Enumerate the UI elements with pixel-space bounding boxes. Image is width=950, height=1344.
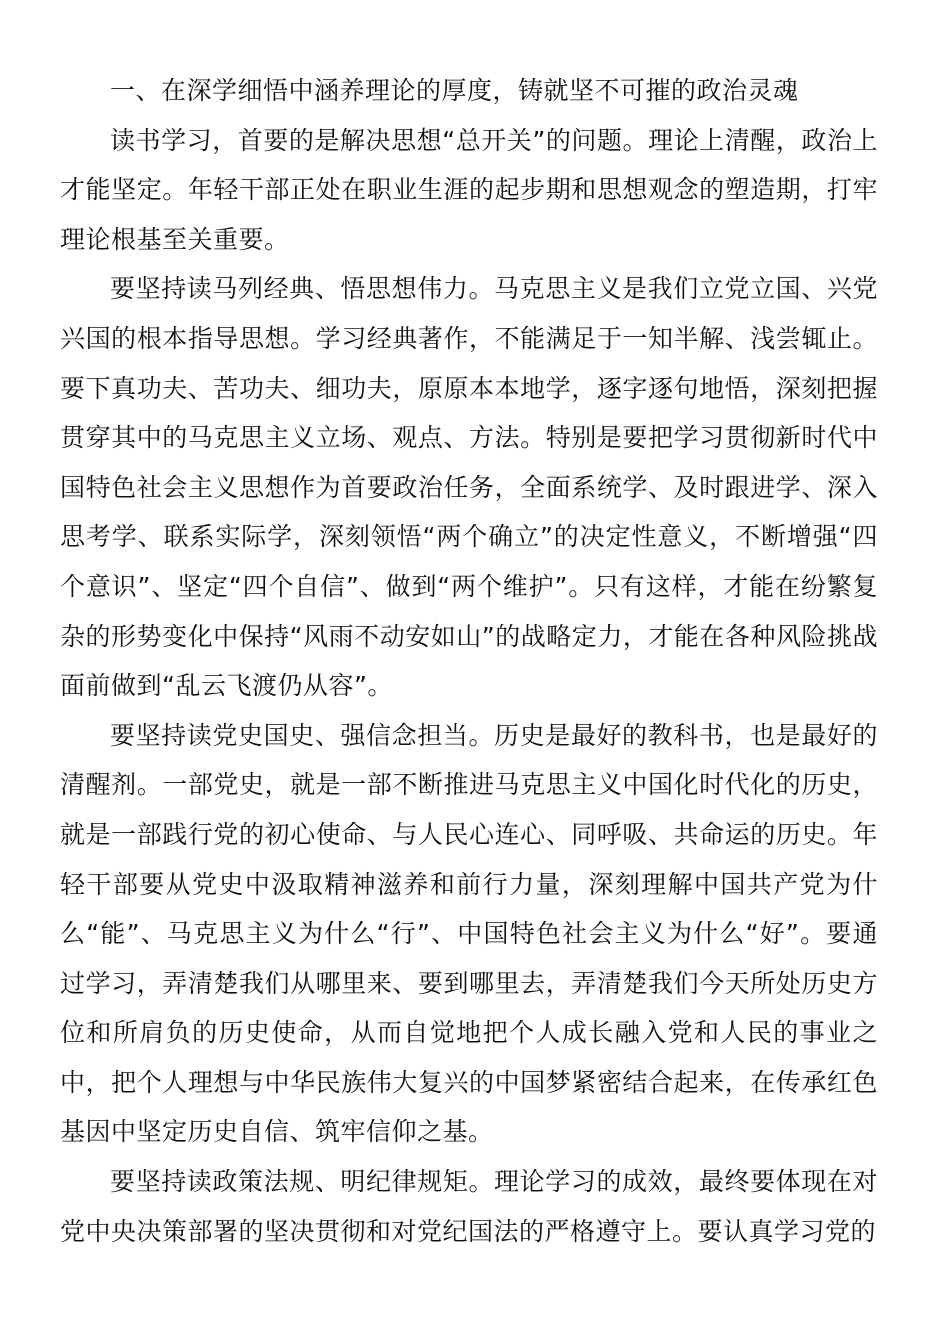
paragraph-policy-regulations: 要坚持读政策法规、明纪律规矩。理论学习的成效，最终要体现在对党中央决策部署的坚决贯彻和对党纪国法的严格遵守上。要认真学习党的 <box>60 1167 878 1246</box>
document-page <box>60 66 878 1256</box>
paragraph-intro: 读书学习，首要的是解决思想“总开关”的问题。理论上清醒，政治上才能坚定。年轻干部正处在职业生涯的起步期和思想观念的塑造期，打牢理论根基至关重要。 <box>60 125 878 254</box>
paragraph-marxist-classics: 要坚持读马列经典、悟思想伟力。马克思主义是我们立党立国、兴党兴国的根本指导思想。学习经典著作，不能满足于一知半解、浅尝辄止。要下真功夫、苦功夫、细功夫，原原本本地学，逐字逐句地悟，深刻把握贯穿其中的马克思主义立场、观点、方法。特别是要把学习贯彻新时代中国特色社会主义思想作为首要政治任务，全面系统学、及时跟进学、深入思考学、联系实际学，深刻领悟“两个确立”的决定性意义，不断增强“四个意识”、坚定“四个自信”、做到“两个维护”。只有这样，才能在纷繁复杂的形势变化中保持“风雨不动安如山”的战略定力，才能在各种风险挑战面前做到“乱云飞渡仍从容”。 <box>60 274 878 701</box>
section-heading: 一、在深学细悟中涵养理论的厚度，铸就坚不可摧的政治灵魂 <box>110 76 799 105</box>
paragraph-party-history: 要坚持读党史国史、强信念担当。历史是最好的教科书，也是最好的清醒剂。一部党史，就是一部不断推进马克思主义中国化时代化的历史，就是一部践行党的初心使命、与人民心连心、同呼吸、共命运的历史。年轻干部要从党史中汲取精神滋养和前行力量，深刻理解中国共产党为什么“能”、马克思主义为什么“行”、中国特色社会主义为什么“好”。要通过学习，弄清楚我们从哪里来、要到哪里去，弄清楚我们今天所处历史方位和所肩负的历史使命，从而自觉地把个人成长融入党和人民的事业之中，把个人理想与中华民族伟大复兴的中国梦紧密结合起来，在传承红色基因中坚定历史自信、筑牢信仰之基。 <box>60 720 878 1147</box>
